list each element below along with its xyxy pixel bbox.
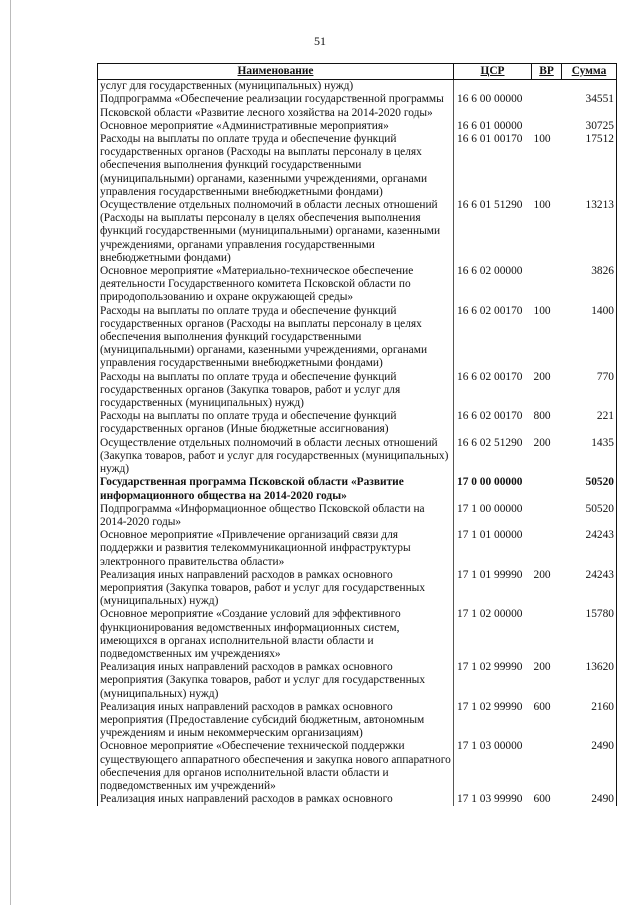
row-name: Реализация иных направлений расходов в рамках основного мероприятия (Закупка товаров, работ и услуг для государственных (муниципальных) нужд)	[98, 661, 454, 701]
row-name: Основное мероприятие «Создание условий для эффективного функционирования ведомственных информационных систем, имеющихся в органах исполнительной власти области и подведомственных им учреждениях»	[98, 608, 454, 661]
row-csr: 17 1 03 99990	[457, 793, 523, 806]
row-vr: 600	[533, 793, 551, 806]
row-vr	[532, 265, 562, 305]
header-vr: ВР	[532, 64, 562, 80]
header-name: Наименование	[98, 64, 454, 80]
table-row	[98, 503, 617, 529]
row-csr	[454, 80, 532, 94]
row-name: Расходы на выплаты по оплате труда и обеспечение функций государственных органов (Иные бюджетные ассигнования)	[98, 410, 454, 436]
table-row	[98, 305, 617, 371]
row-csr: 16 6 02 00170	[457, 304, 523, 317]
row-name: Подпрограмма «Обеспечение реализации государственной программы Псковской области «Развитие лесного хозяйства на 2014-2020 годы»	[98, 93, 454, 119]
row-sum: 50520	[562, 476, 617, 502]
row-sum: 24243	[562, 569, 617, 609]
row-csr: 17 1 01 99990	[457, 568, 523, 581]
row-sum: 770	[562, 371, 617, 411]
row-name: услуг для государственных (муниципальных) нужд)	[98, 80, 454, 94]
row-sum: 15780	[562, 608, 617, 661]
row-sum: 30725	[562, 120, 617, 133]
table-row	[98, 437, 617, 477]
row-vr: 100	[533, 133, 551, 146]
row-sum: 13213	[562, 199, 617, 265]
row-vr: 200	[533, 661, 551, 674]
table-row	[98, 265, 617, 305]
row-csr: 16 6 02 00170	[457, 410, 523, 423]
row-csr: 17 1 02 00000	[457, 608, 523, 621]
row-sum	[562, 80, 617, 94]
row-sum: 13620	[562, 661, 617, 701]
row-sum: 1435	[562, 437, 617, 477]
row-vr	[532, 740, 562, 793]
scan-edge-line	[10, 0, 11, 905]
row-csr: 16 6 02 00000	[457, 265, 523, 278]
row-csr: 16 6 01 00170	[457, 133, 523, 146]
row-csr: 17 1 02 99990	[457, 700, 523, 713]
table-row	[98, 661, 617, 701]
row-sum: 3826	[562, 265, 617, 305]
row-vr	[532, 503, 562, 529]
row-vr: 800	[533, 410, 551, 423]
table-header-row	[98, 64, 617, 80]
row-sum: 2490	[562, 740, 617, 793]
row-name: Подпрограмма «Информационное общество Псковской области на 2014-2020 годы»	[98, 503, 454, 529]
row-csr: 17 1 02 99990	[457, 661, 523, 674]
row-sum: 50520	[562, 503, 617, 529]
row-csr: 16 6 02 00170	[457, 370, 523, 383]
row-sum: 34551	[562, 93, 617, 119]
table-row	[98, 569, 617, 609]
row-name: Осуществление отдельных полномочий в области лесных отношений (Расходы на выплаты персоналу в целях обеспечения выполнения функций государственными (муниципальными) органами, казенными учреждениями, органами управления государственными внебюджетными фондами)	[98, 199, 454, 265]
row-csr: 16 6 01 00000	[457, 119, 523, 132]
row-name: Основное мероприятие «Привлечение организаций связи для поддержки и развития телекоммуникационной инфраструктуры электронного правительства области»	[98, 529, 454, 569]
row-csr: 16 6 00 00000	[457, 93, 523, 106]
row-name: Реализация иных направлений расходов в рамках основного мероприятия (Закупка товаров, работ и услуг для государственных (муниципальных) нужд)	[98, 569, 454, 609]
row-sum: 24243	[562, 529, 617, 569]
table-row	[98, 199, 617, 265]
row-sum: 2160	[562, 701, 617, 741]
header-csr: ЦСР	[454, 64, 532, 80]
row-vr: 100	[533, 304, 551, 317]
row-csr: 17 1 01 00000	[457, 529, 523, 542]
row-name: Основное мероприятие «Обеспечение технической поддержки существующего аппаратного обеспечения и закупка нового аппаратного обеспечения для органов исполнительной власти области и подведомственных им учреждений»	[98, 740, 454, 793]
row-csr: 16 6 02 51290	[457, 436, 523, 449]
table-body	[98, 80, 617, 807]
row-sum: 2490	[562, 793, 617, 806]
budget-table	[97, 63, 617, 806]
row-csr: 17 1 00 00000	[457, 502, 523, 515]
row-vr	[532, 93, 562, 119]
row-vr: 200	[533, 370, 551, 383]
table-row	[98, 133, 617, 199]
row-csr: 17 0 00 00000	[457, 476, 523, 489]
table-row	[98, 529, 617, 569]
row-name: Основное мероприятие «Административные мероприятия»	[98, 120, 454, 133]
row-sum: 221	[562, 410, 617, 436]
row-sum: 1400	[562, 305, 617, 371]
row-vr	[532, 529, 562, 569]
table-row	[98, 93, 617, 119]
table-row	[98, 410, 617, 436]
table-row	[98, 476, 617, 502]
row-vr	[532, 608, 562, 661]
page-number: 51	[314, 34, 326, 48]
row-vr: 200	[533, 568, 551, 581]
table-row	[98, 120, 617, 133]
table-row	[98, 793, 617, 806]
row-vr	[532, 120, 562, 133]
table-row	[98, 371, 617, 411]
row-name: Расходы на выплаты по оплате труда и обеспечение функций государственных органов (Расходы на выплаты персоналу в целях обеспечения выполнения функций государственными (муниципальными) органами, казенными учреждениями, органами управления государственными внебюджетными фондами)	[98, 305, 454, 371]
row-name: Расходы на выплаты по оплате труда и обеспечение функций государственных органов (Расходы на выплаты персоналу в целях обеспечения выполнения функций государственными (муниципальными) органами, казенными учреждениями, органами управления государственными внебюджетными фондами)	[98, 133, 454, 199]
row-vr: 100	[533, 199, 551, 212]
row-csr: 17 1 03 00000	[457, 740, 523, 753]
row-vr	[532, 476, 562, 502]
table-row	[98, 80, 617, 94]
table-row	[98, 608, 617, 661]
row-name: Осуществление отдельных полномочий в области лесных отношений (Закупка товаров, работ и услуг для государственных (муниципальных) нужд)	[98, 437, 454, 477]
row-csr: 16 6 01 51290	[457, 199, 523, 212]
table-row	[98, 740, 617, 793]
row-sum: 17512	[562, 133, 617, 199]
row-vr: 600	[533, 700, 551, 713]
table-row	[98, 701, 617, 741]
row-name: Государственная программа Псковской области «Развитие информационного общества на 2014-2020 годы»	[98, 476, 454, 502]
row-name: Реализация иных направлений расходов в рамках основного	[98, 793, 454, 806]
header-sum: Сумма	[562, 64, 617, 80]
row-vr	[532, 80, 562, 94]
row-vr: 200	[533, 436, 551, 449]
row-name: Расходы на выплаты по оплате труда и обеспечение функций государственных органов (Закупка товаров, работ и услуг для государственных (муниципальных) нужд)	[98, 371, 454, 411]
row-name: Основное мероприятие «Материально-техническое обеспечение деятельности Государственного комитета Псковской области по природопользованию и охране окружающей среды»	[98, 265, 454, 305]
row-name: Реализация иных направлений расходов в рамках основного мероприятия (Предоставление субсидий бюджетным, автономным учреждениям и иным некоммерческим организациям)	[98, 701, 454, 741]
